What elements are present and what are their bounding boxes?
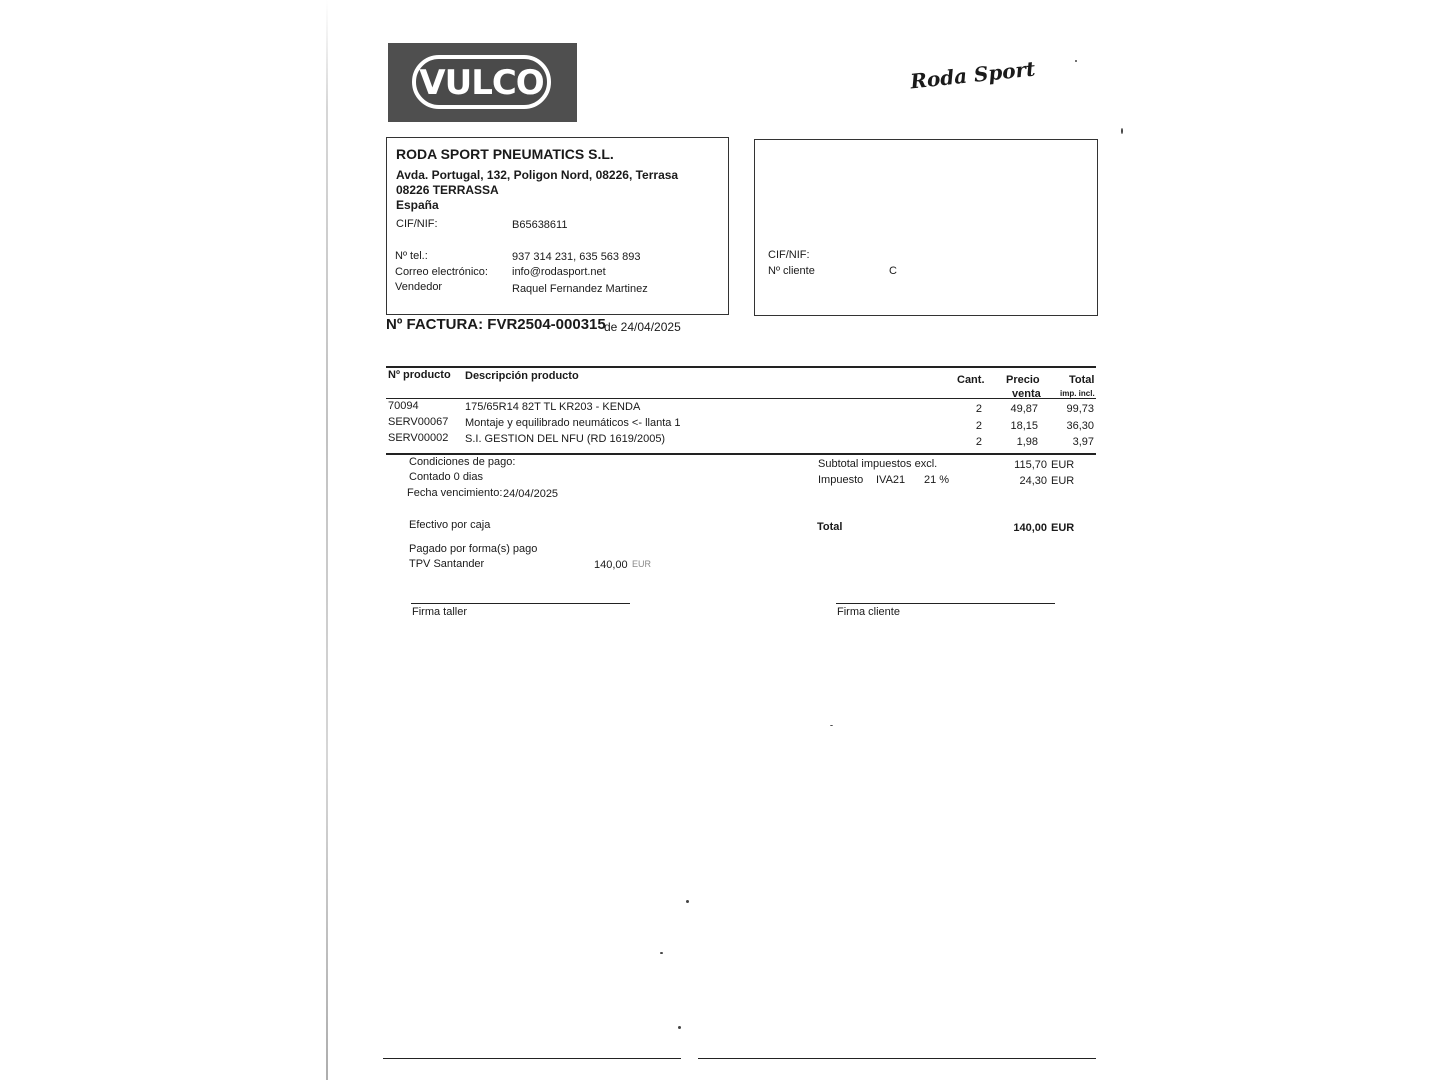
roda-sport-signature: Roda Sport [909,56,1037,94]
client-box [754,139,1098,316]
footer-rule-right [698,1058,1096,1059]
logo-text: VULCO [419,63,544,103]
subtotal-currency: EUR [1051,459,1075,471]
scan-speck [830,725,833,726]
scan-speck [686,900,689,903]
seller-address-2: 08226 TERRASSA [396,183,499,197]
scan-speck [1121,128,1123,134]
payment-method-currency: EUR [632,559,652,569]
row-1-code: 70094 [388,400,419,412]
payment-due-value: 24/04/2025 [503,488,559,500]
scan-speck [660,952,663,954]
table-bottom-rule [386,453,1096,455]
seller-cif-value: B65638611 [512,219,568,231]
tax-rate: 21 % [924,474,950,486]
payment-method-label: TPV Santander [409,558,485,570]
table-top-rule [386,366,1096,368]
row-1-qty: 2 [975,403,982,415]
col-header-qty: Cant. [957,374,985,386]
subtotal-value: 115,70 [1014,459,1047,471]
logo-ring [412,55,551,109]
row-1-description: 175/65R14 82T TL KR203 - KENDA [465,401,641,413]
payment-conditions-value: Contado 0 dias [409,471,483,483]
row-3-total: 3,97 [1072,436,1094,448]
tax-code: IVA21 [876,474,906,486]
seller-name: RODA SPORT PNEUMATICS S.L. [396,146,614,162]
seller-country: España [396,198,439,212]
invoice-number: Nº FACTURA: FVR2504-000315 [386,316,606,333]
payment-conditions-label: Condiciones de pago: [409,456,516,468]
payment-due-label: Fecha vencimiento: [407,487,503,499]
tax-value: 24,30 [1019,475,1047,487]
total-value: 140,00 [1013,522,1047,534]
workshop-signature-label: Firma taller [412,606,468,618]
col-header-total-1: Total [1069,374,1095,386]
total-currency: EUR [1051,522,1075,534]
seller-address-1: Avda. Portugal, 132, Poligon Nord, 08226, Terrasa [396,168,679,182]
row-2-description: Montaje y equilibrado neumáticos <- llanta 1 [465,417,681,429]
client-cif-label: CIF/NIF: [768,249,810,261]
row-3-code: SERV00002 [388,432,449,444]
scan-edge [326,0,328,1080]
seller-cif-label: CIF/NIF: [396,218,438,230]
client-signature-line [836,603,1055,604]
total-label: Total [817,521,843,533]
tax-currency: EUR [1051,475,1075,487]
seller-salesperson-label: Vendedor [395,281,443,293]
row-2-total: 36,30 [1066,420,1094,432]
col-header-description: Descripción producto [465,370,579,382]
row-3-description: S.I. GESTION DEL NFU (RD 1619/2005) [465,433,666,445]
seller-tel-label: Nº tel.: [395,250,428,262]
col-header-price-2: venta [1012,388,1041,400]
row-2-price: 18,15 [1010,420,1038,432]
seller-email-label: Correo electrónico: [395,266,488,278]
seller-tel-value: 937 314 231, 635 563 893 [512,251,641,263]
table-header-rule [386,398,1096,399]
vulco-logo [388,43,577,122]
scan-speck [678,1026,681,1029]
row-3-qty: 2 [975,436,982,448]
seller-salesperson-value: Raquel Fernandez Martinez [512,283,648,295]
workshop-signature-line [411,603,630,604]
payment-method-amount: 140,00 [594,559,628,571]
col-header-product: Nº producto [388,369,451,381]
seller-email-value: info@rodasport.net [512,266,606,278]
row-2-qty: 2 [975,420,982,432]
subtotal-label: Subtotal impuestos excl. [818,458,938,470]
row-1-price: 49,87 [1010,403,1038,415]
payment-paid-label: Pagado por forma(s) pago [409,543,538,555]
client-number-label: Nº cliente [768,265,815,277]
row-2-code: SERV00067 [388,416,449,428]
tax-label: Impuesto [818,474,864,486]
row-3-price: 1,98 [1016,436,1038,448]
scan-speck [1075,60,1077,62]
col-header-total-2: imp. incl. [1060,389,1095,398]
footer-rule-left [383,1058,681,1059]
row-1-total: 99,73 [1066,403,1094,415]
invoice-date: de 24/04/2025 [604,320,681,334]
payment-cash-label: Efectivo por caja [409,519,491,531]
client-signature-label: Firma cliente [837,606,900,618]
client-number-value: C [889,265,897,277]
col-header-price-1: Precio [1006,374,1040,386]
